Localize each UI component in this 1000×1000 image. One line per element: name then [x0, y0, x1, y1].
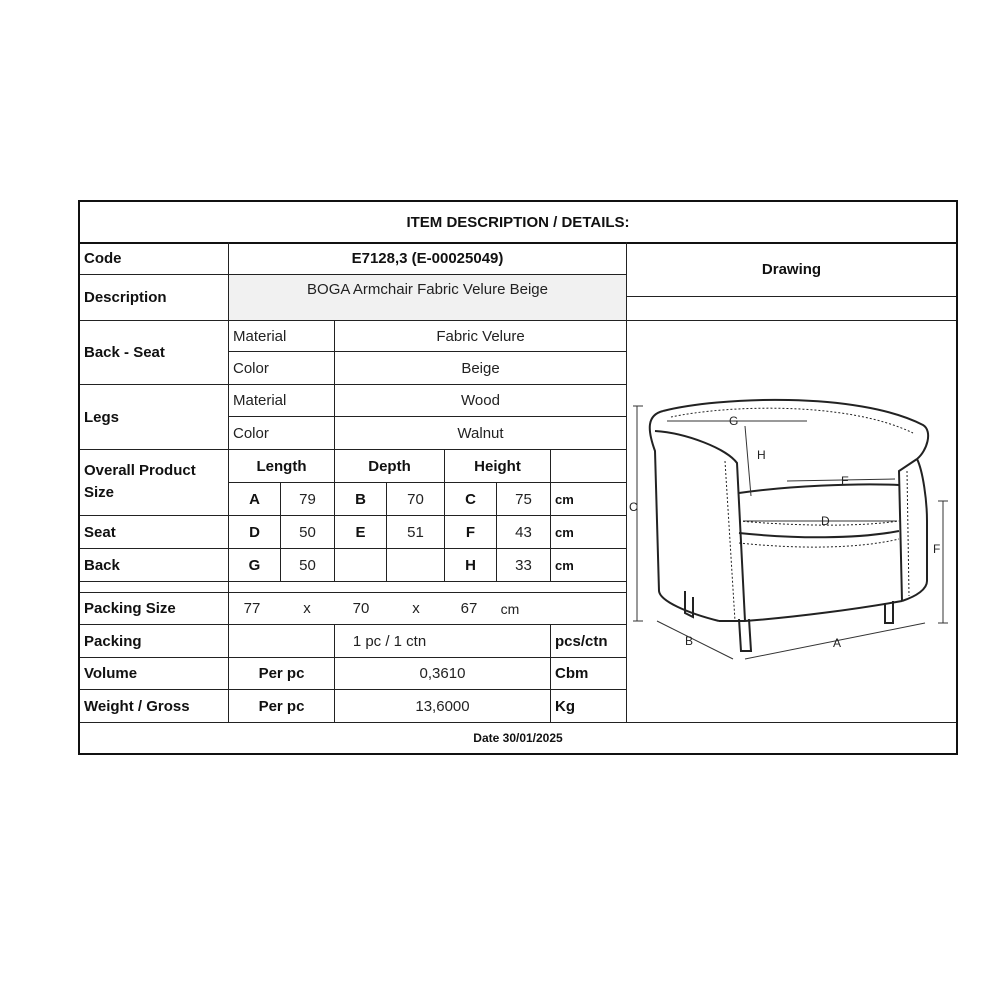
packing-size-x1: x [303, 600, 311, 617]
height-header: Height [474, 457, 521, 475]
packing-size-x2: x [412, 600, 420, 617]
packing-label: Packing [84, 632, 142, 650]
label-f: F [933, 542, 941, 556]
overall-label-1: Overall Product [84, 461, 196, 479]
dim-e-letter: E [355, 523, 366, 541]
dim-c-letter: C [465, 490, 476, 508]
divider [80, 581, 626, 582]
dim-h-value: 33 [515, 556, 532, 574]
dim-f-letter: F [465, 523, 476, 541]
dim-b-value: 70 [407, 490, 424, 508]
legs-label: Legs [84, 408, 120, 426]
label-d: D [821, 514, 830, 528]
code-value: E7128,3 (E-00025049) [351, 250, 504, 267]
armchair-left-arm [655, 431, 745, 621]
packing-size-depth: 70 [352, 600, 370, 617]
dim-a-value: 79 [299, 490, 316, 508]
armchair-back [650, 411, 719, 621]
packing-size-height: 67 [460, 600, 478, 617]
volume-per: Per pc [258, 665, 305, 682]
seat-unit: cm [555, 524, 574, 540]
dim-e-value: 51 [407, 523, 424, 541]
back-seat-material-label: Material [233, 327, 287, 345]
description-value: BOGA Armchair Fabric Velure Beige [229, 275, 626, 320]
legs-material: Wood [461, 392, 500, 409]
back-seat-color: Beige [461, 359, 500, 377]
footer-date: Date 30/01/2025 [473, 731, 563, 745]
armchair-seat [739, 484, 899, 493]
dim-d-value: 50 [299, 523, 316, 541]
dim-g-value: 50 [299, 556, 316, 574]
dim-d-letter: D [249, 523, 260, 541]
weight-value: 13,6000 [415, 697, 470, 715]
dim-h-letter: H [465, 556, 476, 574]
back-seat-label: Back - Seat [84, 344, 165, 361]
back-label: Back [84, 556, 120, 574]
volume-label: Volume [84, 665, 138, 682]
packing-size-length: 77 [243, 600, 261, 617]
label-g: G [729, 414, 739, 428]
sheet-title: ITEM DESCRIPTION / DETAILS: [406, 214, 630, 231]
label-h: H [757, 448, 766, 462]
dim-a-letter: A [249, 490, 260, 508]
label-a: A [833, 636, 842, 650]
volume-value: 0,3610 [419, 665, 466, 682]
legs-material-label: Material [233, 392, 287, 409]
armchair-drawing [627, 321, 956, 722]
weight-label: Weight / Gross [84, 697, 190, 715]
dim-c-value: 75 [515, 490, 532, 508]
label-b: B [685, 634, 694, 648]
description-label: Description [84, 289, 167, 306]
drawing-label: Drawing [761, 261, 822, 278]
depth-header: Depth [368, 457, 411, 475]
dim-f-value: 43 [515, 523, 532, 541]
packing-unit: pcs/ctn [555, 632, 608, 650]
back-seat-color-label: Color [233, 359, 269, 377]
legs-color-label: Color [233, 424, 269, 442]
packing-value: 1 pc / 1 ctn [352, 632, 427, 650]
item-details-sheet [78, 200, 958, 755]
back-seat-material: Fabric Velure [436, 327, 525, 345]
legs-color: Walnut [457, 424, 504, 442]
dim-g-letter: G [248, 556, 261, 574]
back-unit: cm [555, 557, 574, 573]
volume-unit: Cbm [555, 665, 589, 682]
armchair-right-arm [902, 459, 927, 601]
label-e: E [841, 474, 850, 488]
label-c: C [629, 500, 638, 514]
overall-label-2: Size [84, 483, 115, 501]
packing-size-label: Packing Size [84, 600, 176, 617]
code-label: Code [84, 250, 122, 267]
armchair-leg [739, 619, 751, 651]
length-header: Length [256, 457, 307, 475]
weight-unit: Kg [555, 697, 575, 715]
divider [626, 296, 956, 297]
packing-size-unit: cm [500, 600, 520, 617]
dim-b-letter: B [355, 490, 366, 508]
seat-label: Seat [84, 523, 116, 541]
weight-per: Per pc [258, 697, 305, 715]
overall-unit: cm [555, 491, 574, 507]
